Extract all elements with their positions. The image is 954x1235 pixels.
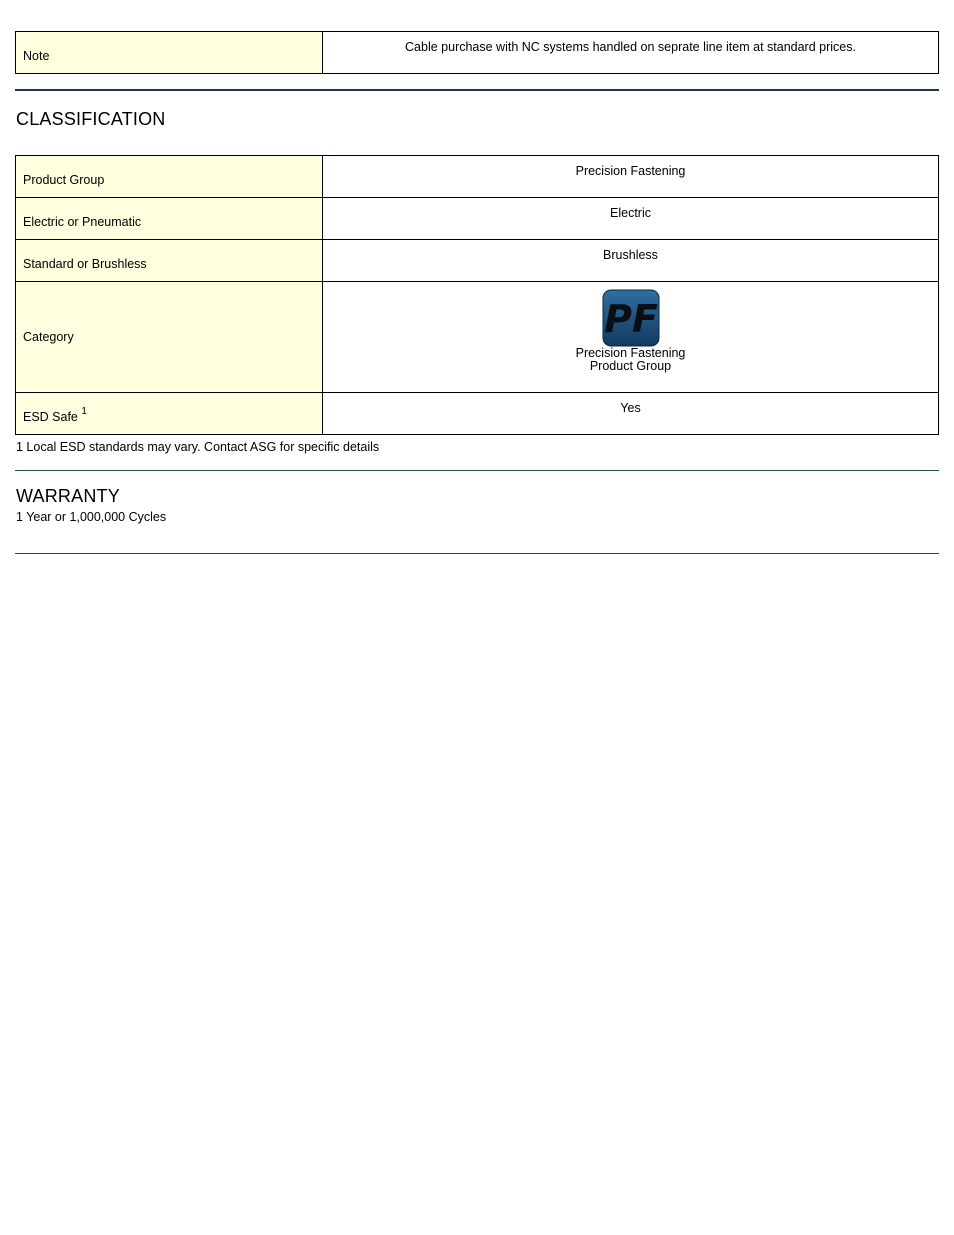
pf-logo-icon [602, 289, 660, 347]
classification-table [15, 155, 939, 435]
esd-safe-value: Yes [323, 393, 939, 435]
standard-or-brushless-value: Brushless [323, 240, 939, 282]
electric-or-pneumatic-label: Electric or Pneumatic [16, 198, 323, 240]
category-value [323, 282, 939, 393]
esd-footnote: 1 Local ESD standards may vary. Contact ASG for specific details [16, 440, 380, 454]
esd-footnote-marker: 1 [81, 405, 87, 417]
table-row [16, 282, 939, 393]
esd-safe-label: ESD Safe $^1$ [16, 393, 323, 435]
product-group-value: Precision Fastening [323, 156, 939, 198]
section-divider [15, 470, 939, 471]
table-row [16, 198, 939, 240]
classification-heading: CLASSIFICATION [16, 109, 166, 129]
warranty-heading: WARRANTY [16, 486, 120, 506]
note-value: Cable purchase with NC systems handled on seprate line item at standard prices. [323, 32, 939, 74]
section-divider [15, 553, 939, 554]
note-label: Note [16, 32, 323, 74]
note-table [15, 31, 939, 74]
svg-text:PF: PF [603, 297, 658, 341]
section-divider [15, 89, 939, 91]
table-row [16, 240, 939, 282]
table-row [16, 156, 939, 198]
category-caption-line2: Product Group [589, 359, 672, 373]
product-group-label: Product Group [16, 156, 323, 198]
category-label: Category [16, 282, 323, 393]
electric-or-pneumatic-value: Electric [323, 198, 939, 240]
warranty-text: 1 Year or 1,000,000 Cycles [16, 510, 167, 524]
table-row [16, 393, 939, 435]
category-caption-line1: Precision Fastening [575, 346, 686, 360]
standard-or-brushless-label: Standard or Brushless [16, 240, 323, 282]
table-row [16, 32, 939, 74]
